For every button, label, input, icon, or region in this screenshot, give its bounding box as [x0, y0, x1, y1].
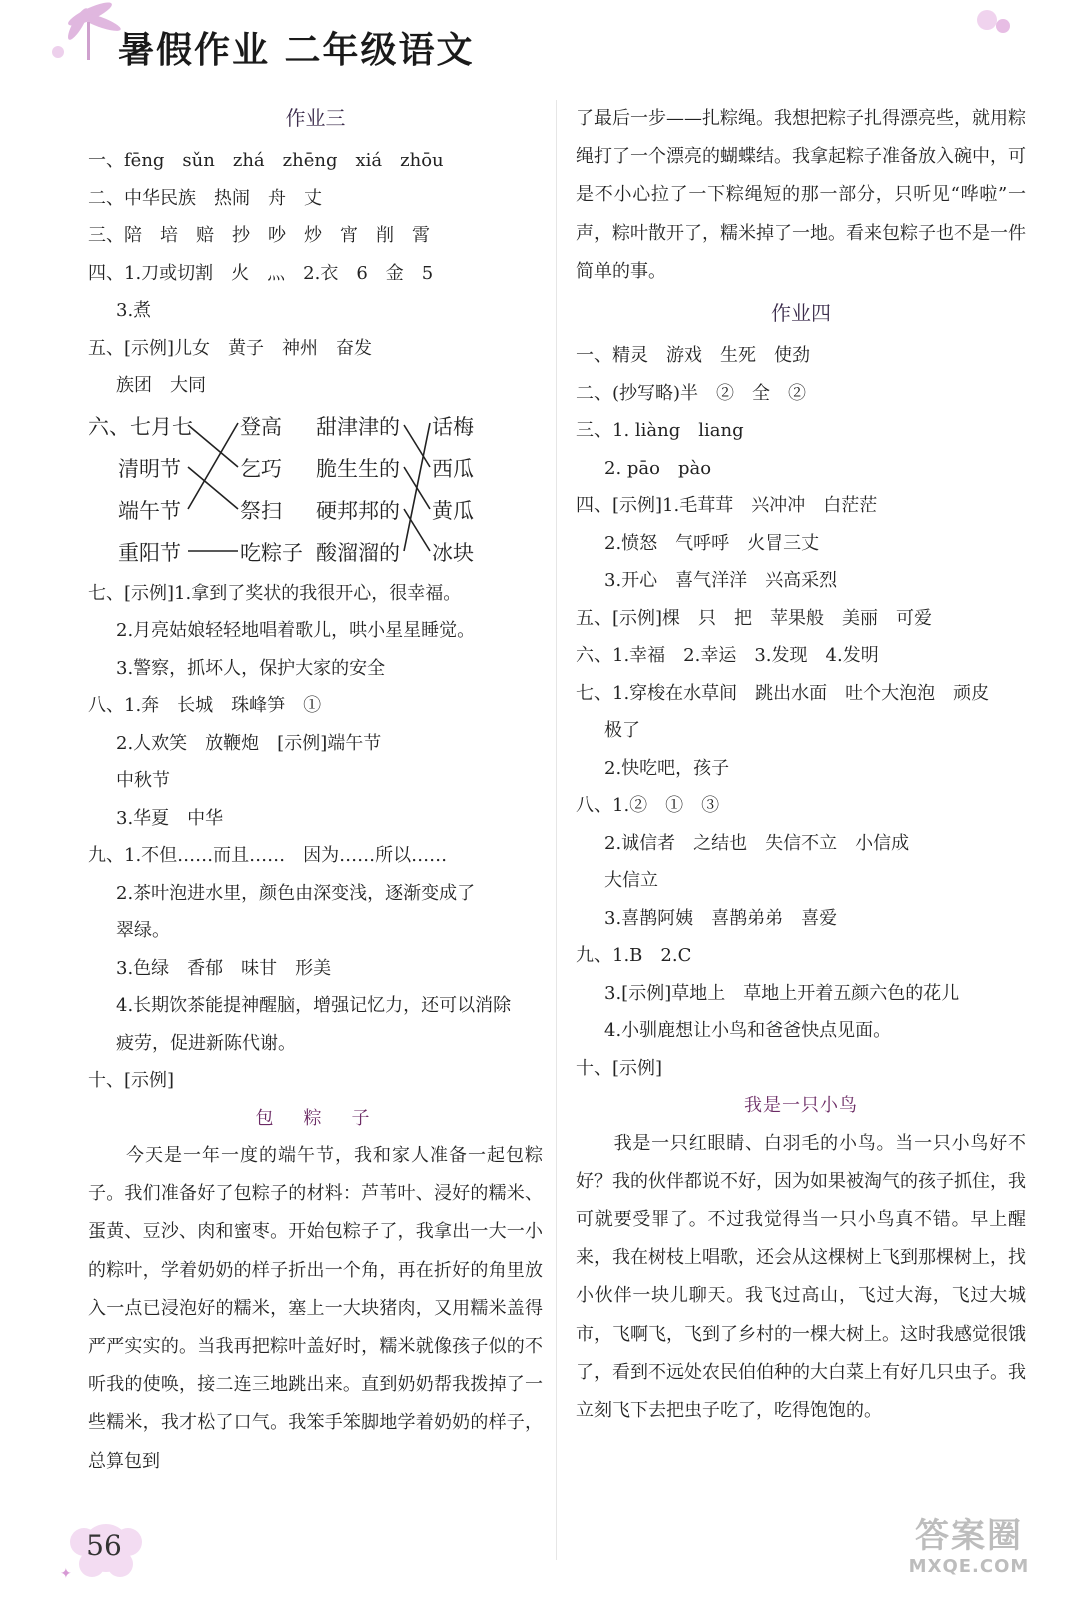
answer-line: 八、1.② ① ③ [576, 795, 720, 817]
match-left1-item: 端午节 [118, 498, 181, 523]
essay-continuation [576, 100, 1026, 291]
matching-exercise [88, 405, 543, 575]
answer-line: 十、[示例] [88, 1070, 175, 1091]
answer-line: 一、fēng sǔn zhá zhēng xiá zhōu [88, 150, 444, 171]
answer-line: 族团 大同 [116, 375, 206, 396]
section-title-homework-3: 作业三 [285, 106, 346, 130]
essay-title-zongzi: 包 粽 子 [255, 1107, 376, 1129]
answer-line: 3.警察，抓坏人，保护大家的安全 [116, 657, 386, 679]
watermark-logo: 答案圈 [915, 1516, 1023, 1556]
answer-line: 2. pāo pào [604, 457, 712, 479]
answer-line: 七、[示例]1.拿到了奖状的我很开心，很幸福。 [88, 582, 462, 604]
answer-line: 五、[示例]儿女 黄子 神州 奋发 [88, 337, 373, 359]
page-number: 56 [86, 1529, 122, 1562]
essay-body-little-bird [576, 1125, 1026, 1431]
answer-line: 3.华夏 中华 [116, 807, 224, 829]
answer-line: 疲劳，促进新陈代谢。 [116, 1032, 296, 1054]
answer-line: 3.[示例]草地上 草地上开着五颜六色的花儿 [604, 982, 960, 1004]
answer-line: 2.愤怒 气呼呼 火冒三丈 [604, 532, 820, 554]
answer-line: 极了 [604, 720, 640, 742]
match-left2-item: 甜津津的 [316, 414, 400, 439]
answer-line: 翠绿。 [116, 920, 170, 941]
answer-line: 四、1.刀或切割 火 灬 2.衣 6 金 5 [88, 262, 434, 284]
answer-line: 3.煮 [116, 300, 152, 321]
answer-line: 八、1.奔 长城 珠峰笋 ① [88, 695, 322, 716]
match-right2-item: 话梅 [432, 414, 474, 439]
answer-line: 2.快吃吧，孩子 [604, 757, 730, 779]
answer-line: 六、1.幸福 2.幸运 3.发现 4.发明 [576, 645, 879, 667]
match-right1-item: 乞巧 [240, 456, 282, 481]
essay-paragraph: 了最后一步——扎粽绳。我想把粽子扎得漂亮些，就用粽绳打了一个漂亮的蝴蝶结。我拿起粽子准备放入碗中，可是不小心拉了一下粽绳短的那一部分，只听见“哗啦”一声，粽叶散开了，糯米掉了一地。看来包粽子也不是一件简单的事。 [576, 108, 1026, 282]
match-left2-item: 硬邦邦的 [316, 498, 400, 523]
answer-line: 2.茶叶泡进水里，颜色由深变浅，逐渐变成了 [116, 882, 476, 904]
answer-line: 中秋节 [116, 770, 170, 791]
flower-decoration-right [965, 4, 1025, 44]
answer-line: 4.小驯鹿想让小鸟和爸爸快点见面。 [604, 1020, 892, 1042]
answer-line: 3.色绿 香郁 味甘 形美 [116, 957, 332, 979]
answer-line: 一、精灵 游戏 生死 使劲 [576, 345, 810, 367]
answer-line: 3.开心 喜气洋洋 兴高采烈 [604, 570, 838, 592]
answer-line: 2.月亮姑娘轻轻地唱着歌儿，哄小星星睡觉。 [116, 620, 476, 641]
essay-body-zongzi [88, 1137, 543, 1481]
match-right2-item: 西瓜 [432, 456, 474, 481]
svg-text:✦: ✦ [60, 1566, 72, 1582]
answer-line: 三、1. liàng liang [576, 420, 744, 442]
left-column [88, 100, 543, 1481]
answer-line: 三、陪 培 赔 抄 吵 炒 宵 削 霄 [88, 225, 430, 246]
answer-line: 十、[示例] [576, 1057, 663, 1079]
answer-line: 2.诚信者 之结也 失信不立 小信成 [604, 832, 910, 854]
answer-line: 五、[示例]棵 只 把 苹果般 美丽 可爱 [576, 607, 933, 629]
answer-line: 九、1.B 2.C [576, 945, 692, 967]
essay-paragraph: 我是一只红眼睛、白羽毛的小鸟。当一只小鸟好不好？我的伙伴都说不好，因为如果被淘气的孩子抓住，我可就要受罪了。不过我觉得当一只小鸟真不错。早上醒来，我在树枝上唱歌，还会从这棵树上飞到那棵树上，找小伙伴一块儿聊天。我飞过高山，飞过大海，飞过大城市，飞啊飞，飞到了乡村的一棵大树上。这时我感觉很饿了，看到不远处农民伯伯种的大白菜上有好几只虫子。我立刻飞下去把虫子吃了，吃得饱饱的。 [576, 1132, 1026, 1421]
match-left2-item: 脆生生的 [316, 456, 400, 481]
essay-paragraph: 今天是一年一度的端午节，我和家人准备一起包粽子。我们准备好了包粽子的材料：芦苇叶、浸好的糯米、蛋黄、豆沙、肉和蜜枣。开始包粽子了，我拿出一大一小的粽叶，学着奶奶的样子折出一个角，再在折好的角里放入一点已浸泡好的糯米，塞上一大块猪肉，又用糯米盖得严严实实的。当我再把粽叶盖好时，糯米就像孩子似的不听我的使唤，接二连三地跳出来。直到奶奶帮我拨掉了一些糯米，我才松了口气。我笨手笨脚地学着奶奶的样子，总算包到 [88, 1145, 543, 1472]
essay-title-little-bird: 我是一只小鸟 [744, 1095, 858, 1117]
answer-line: 二、中华民族 热闹 舟 丈 [88, 187, 322, 209]
match-right2-item: 冰块 [432, 540, 474, 565]
match-right2-item: 黄瓜 [432, 498, 474, 523]
match-right1-item: 吃粽子 [240, 540, 303, 565]
answer-line: 九、1.不但……而且…… 因为……所以…… [88, 845, 448, 866]
match-left2-item: 酸溜溜的 [316, 540, 400, 565]
watermark-url: MXQE.COM [908, 1556, 1030, 1577]
section-title-homework-4: 作业四 [771, 301, 831, 326]
page-header-title: 暑假作业 二年级语文 [118, 30, 475, 71]
answer-line: 二、(抄写略)半 ② 全 ② [576, 382, 807, 404]
watermark [885, 1516, 1053, 1586]
answer-line: 四、[示例]1.毛茸茸 兴冲冲 白茫茫 [576, 495, 878, 517]
answer-line: 3.喜鹊阿姨 喜鹊弟弟 喜爱 [604, 907, 838, 929]
right-column [576, 100, 1026, 1430]
answer-line: 4.长期饮茶能提神醒脑，增强记忆力，还可以消除 [116, 995, 512, 1016]
column-divider [556, 100, 557, 1560]
match-right1-item: 祭扫 [240, 498, 282, 523]
answer-line: 2.人欢笑 放鞭炮 [示例]端午节 [116, 732, 382, 754]
answer-line: 七、1.穿梭在水草间 跳出水面 吐个大泡泡 顽皮 [576, 682, 990, 704]
match-right1-item: 登高 [240, 414, 282, 439]
matching-lines [88, 405, 543, 575]
match-left1-item: 清明节 [118, 456, 181, 481]
answer-line: 大信立 [604, 870, 658, 892]
match-left1-item: 重阳节 [118, 540, 181, 565]
match-left1-item: 六、七月七 [88, 414, 193, 439]
